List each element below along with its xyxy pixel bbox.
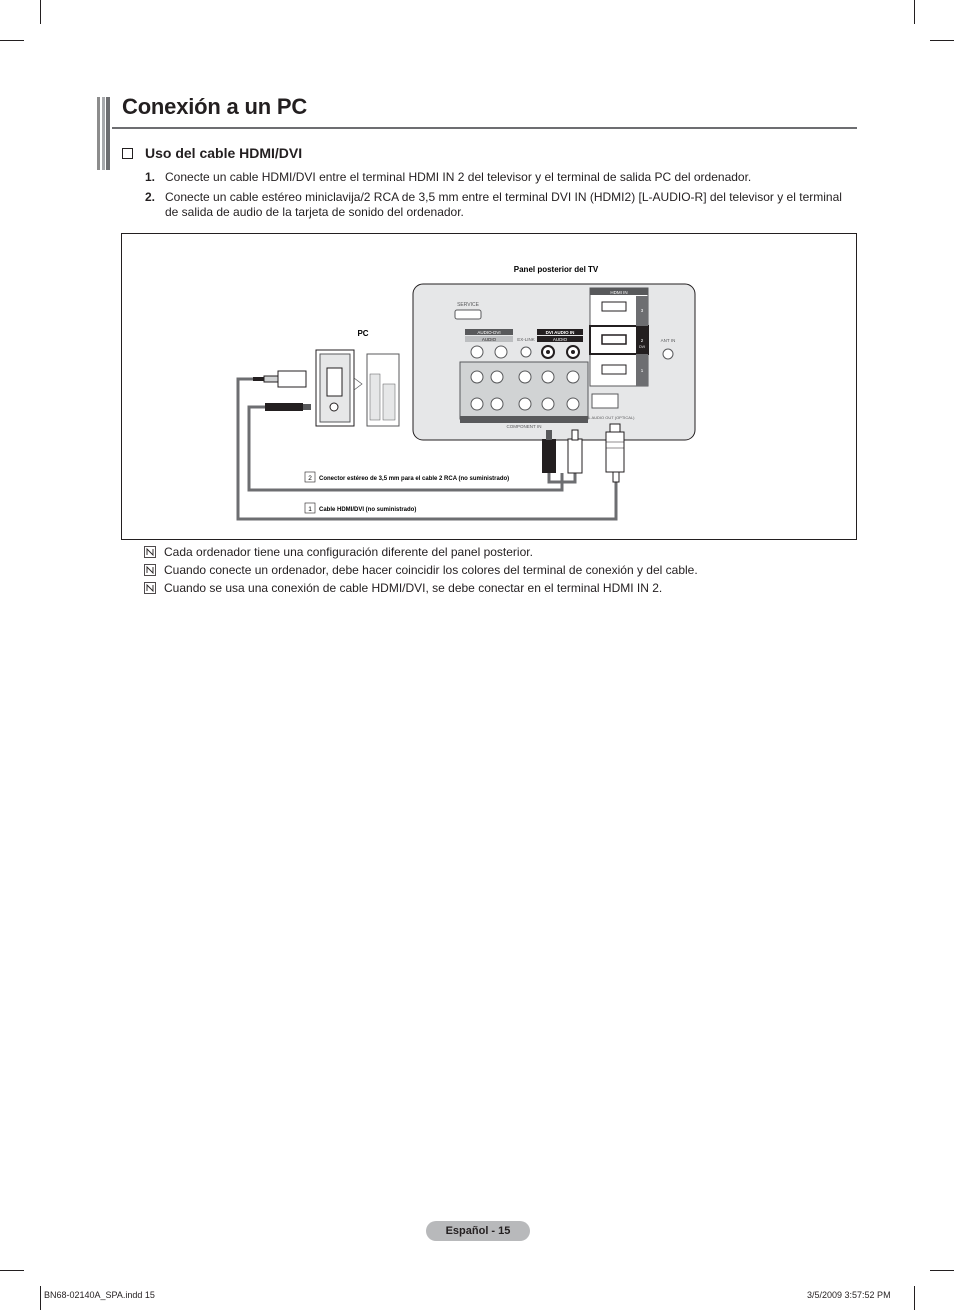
hdmi-port-2 [602,335,626,344]
timestamp: 3/5/2009 3:57:52 PM [807,1290,891,1300]
step-item [145,190,857,220]
cable-2-number: 2 [308,475,312,482]
crop-mark [914,1286,915,1310]
audio-dvi-label: AUDIO-DVI [477,330,501,335]
note-text: Cuando se usa una conexión de cable HDMI/DVI, se debe conectar en el terminal HDMI IN 2. [164,581,663,595]
page-title: Conexión a un PC [122,94,308,119]
note-item [144,545,533,559]
service-label: SERVICE [457,302,479,308]
crop-mark [0,1270,24,1271]
cable-2-label: Conector estéreo de 3,5 mm para el cable 2 RCA (no suministrado) [319,476,510,482]
crop-mark [40,1286,41,1310]
pc-label: PC [357,329,369,338]
step-item [145,170,857,185]
hdmi-port-1 [602,365,626,374]
pc-dvi-port [327,368,342,396]
rca-plug-right [568,439,582,473]
section-heading-text: Uso del cable HDMI/DVI [145,145,303,161]
title-decoration [97,97,110,170]
hdmi-port-number: 2 [640,338,644,343]
tv-panel-label: Panel posterior del TV [513,265,599,274]
connection-diagram [121,233,857,540]
note-icon [144,582,156,594]
optical-port [592,394,618,408]
audio-jack-right [495,346,507,358]
audio-sub-label: AUDIO [481,337,497,342]
component-label: COMPONENT IN [506,424,542,429]
diagram-svg [122,234,856,539]
step-text: Conecte un cable HDMI/DVI entre el terminal HDMI IN 2 del televisor y el terminal de salida PC del ordenador. [165,170,752,184]
cable-1-label: Cable HDMI/DVI (no suministrado) [319,507,417,513]
crop-mark [0,40,24,41]
dvi-audio-sub-label: AUDIO [552,337,568,342]
ex-link-port [521,347,531,357]
note-icon [144,564,156,576]
hdmi-port-number: 1 [640,368,644,373]
ant-in-label: ANT IN [660,338,676,343]
audio-jack-left [471,346,483,358]
note-item [144,581,662,595]
step-number: 2. [145,190,156,204]
note-item [144,563,698,577]
cable-1-number: 1 [308,506,312,513]
crop-mark [930,40,954,41]
file-name: BN68-02140A_SPA.indd 15 [44,1290,155,1300]
note-text: Cada ordenador tiene una configuración diferente del panel posterior. [164,545,533,559]
checkbox-icon [122,148,133,159]
hdmi-dvi-label: DVI [639,345,645,349]
crop-mark [40,0,41,24]
note-icon [144,546,156,558]
title-rule [112,127,857,129]
digital-audio-label: DIGITAL AUDIO OUT (OPTICAL) [575,415,635,420]
service-port [455,310,481,319]
hdmi-plug [606,432,624,472]
page-number-badge: Español - 15 [426,1221,530,1241]
component-block [460,362,588,419]
section-heading [122,145,302,161]
pc-audio-port [330,403,338,411]
hdmi-in-label: HDMI IN [610,290,628,295]
note-text: Cuando conecte un ordenador, debe hacer coincidir los colores del terminal de conexión y del cable. [164,563,698,577]
crop-mark [914,0,915,24]
step-text: Conecte un cable estéreo miniclavija/2 RCA de 3,5 mm entre el terminal DVI IN (HDMI2) [L-AUDIO-R] del televisor y el terminal de salida de audio de la tarjeta de sonido del ordenador. [165,190,842,219]
crop-mark [930,1270,954,1271]
ex-link-label: EX-LINK [517,337,535,342]
stereo-mini-plug [265,403,303,411]
step-number: 1. [145,170,156,184]
rca-plug-left [542,439,556,473]
dvi-audio-in-label: DVI AUDIO IN [545,330,575,335]
hdmi-port-number: 3 [640,308,644,313]
dvi-plug [278,371,306,387]
hdmi-port-3 [602,302,626,311]
ant-in-port [663,349,673,359]
